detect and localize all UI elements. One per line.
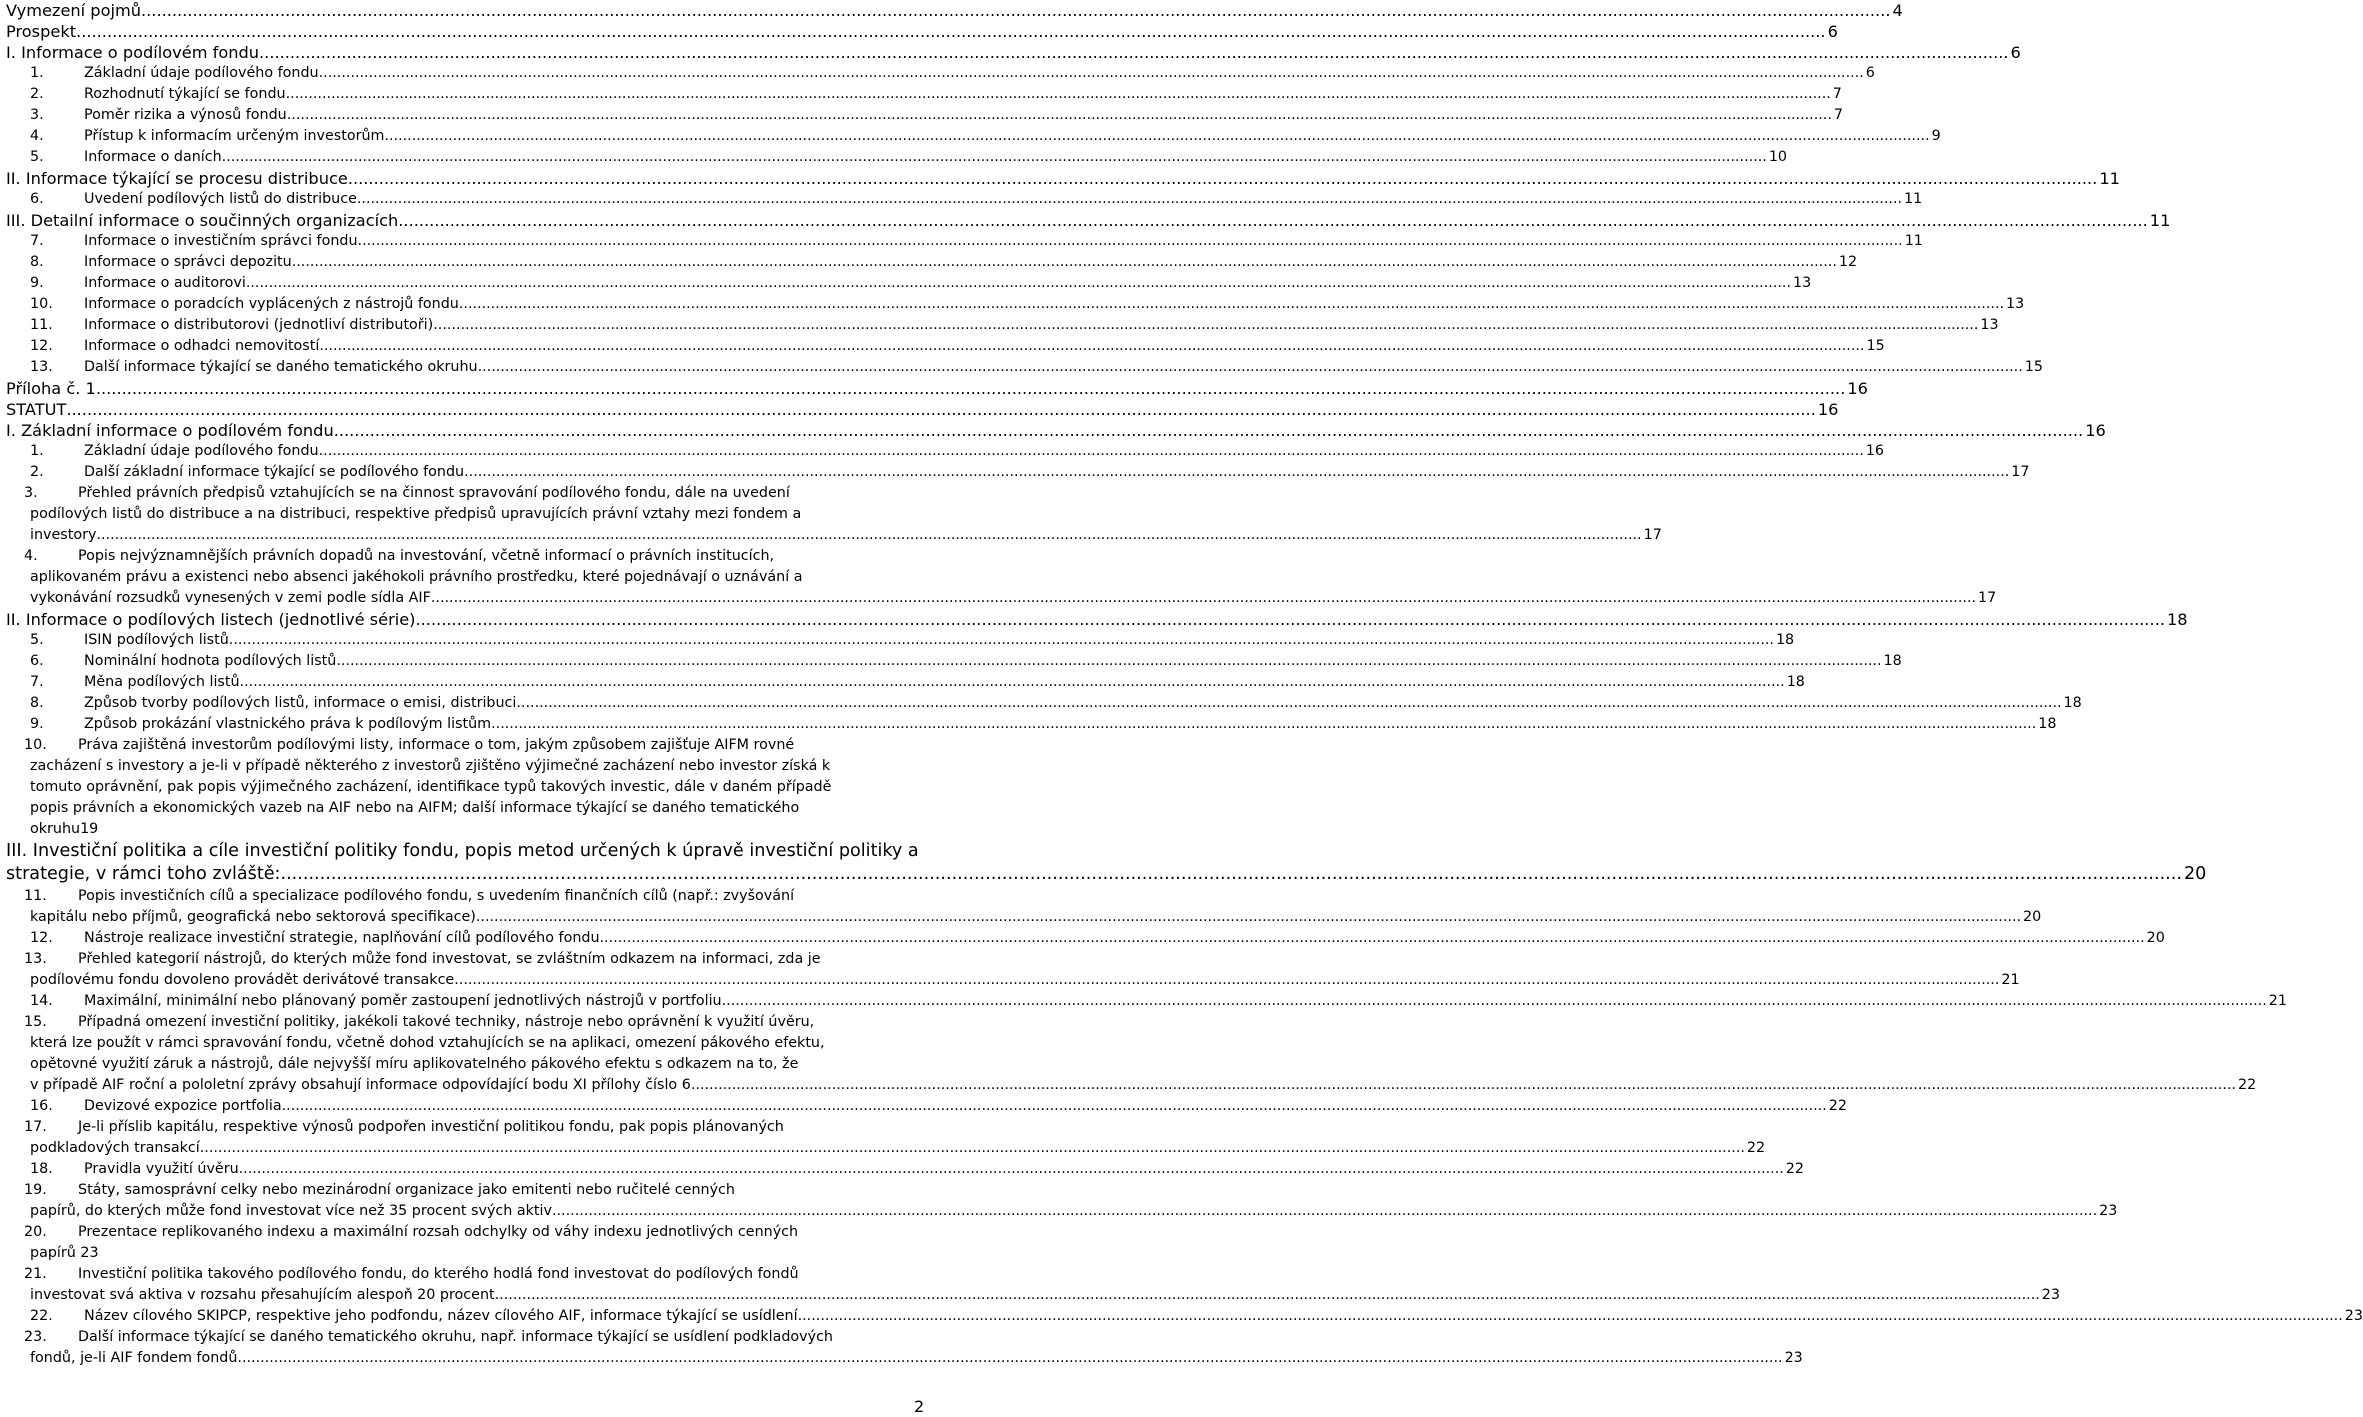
toc-entry-number: 10. <box>24 737 47 753</box>
toc-page-number: 21 <box>2268 993 2287 1009</box>
toc-entry-text: Investiční politika takového podílového fondu, do kterého hodlá fond investovat do podílových fondů <box>78 1266 799 1282</box>
toc-page-number: 16 <box>2085 421 2106 440</box>
toc-page-number: 6 <box>1827 22 1838 41</box>
toc-page-number: 20 <box>2023 909 2042 925</box>
toc-entry-text: Informace o odhadci nemovitostí <box>84 338 320 354</box>
toc-entry-text: popis právních a ekonomických vazeb na AIF nebo na AIFM; další informace týkající se daného tematického <box>30 800 800 816</box>
toc-entry-last-line <box>0 1243 960 1264</box>
toc-entry-text: podílových listů do distribuce a na distribuci, respektive předpisů upravujících právní vztahy mezi fondem a <box>30 506 802 522</box>
toc-leader-dots <box>600 928 2145 949</box>
toc-entry[interactable] <box>0 441 1884 462</box>
toc-entry-text: která lze použít v rámci spravování fondu, včetně dohod vztahujících se na aplikaci, omezení pákového efektu, <box>30 1035 825 1051</box>
toc-page-number: 23 <box>1784 1350 1803 1366</box>
toc-leader-dots <box>141 0 1890 21</box>
toc-entry-text: Přehled kategorií nástrojů, do kterých může fond investovat, se zvláštním odkazem na informaci, zda je <box>78 951 821 967</box>
toc-entry-number: 4. <box>30 128 44 144</box>
toc-entry-text: Příloha č. 1 <box>6 379 96 398</box>
toc-entry[interactable] <box>0 0 1903 21</box>
toc-entry-text: investovat svá aktiva v rozsahu přesahujícím alespoň 20 procent <box>30 1287 495 1303</box>
toc-page-number: 6 <box>1865 65 1875 81</box>
toc-entry[interactable] <box>0 714 2057 735</box>
toc-entry[interactable] <box>0 84 1842 105</box>
toc-leader-dots <box>237 1348 1782 1369</box>
toc-entry-line <box>0 1012 960 1033</box>
toc-page-number: 16 <box>1865 443 1884 459</box>
toc-entry[interactable] <box>0 672 1805 693</box>
toc-entry-number: 6. <box>30 653 44 669</box>
toc-entry[interactable] <box>0 609 2188 630</box>
toc-leader-dots <box>66 399 1815 420</box>
toc-section-heading[interactable] <box>0 840 2207 886</box>
toc-leader-dots <box>358 231 1903 252</box>
toc-leader-dots <box>516 693 2061 714</box>
toc-leader-dots <box>259 42 2008 63</box>
toc-page-number: 13 <box>1980 317 1999 333</box>
toc-page-number: 16 <box>1847 379 1868 398</box>
toc-entry-text: Základní údaje podílového fondu <box>84 65 319 81</box>
toc-entry-number: 12. <box>30 338 53 354</box>
toc-leader-dots <box>433 315 1978 336</box>
toc-entry-number: 16. <box>30 1098 53 1114</box>
toc-entry-text: tomuto oprávnění, pak popis výjimečného zacházení, identifikace typů takových investic, dále v daném případě <box>30 779 832 795</box>
toc-leader-dots <box>691 1075 2236 1096</box>
toc-entry-text: v případě AIF roční a pololetní zprávy obsahují informace odpovídající bodu XI přílohy číslo 6 <box>30 1077 691 1093</box>
toc-entry-text: Přístup k informacím určeným investorům <box>84 128 385 144</box>
toc-entry-number: 9. <box>30 716 44 732</box>
toc-leader-dots <box>222 147 1767 168</box>
toc-entry-line <box>0 756 960 777</box>
toc-entry[interactable] <box>0 147 1788 168</box>
toc-entry-text: Informace o investičním správci fondu <box>84 233 358 249</box>
toc-entry-number: 5. <box>30 632 44 648</box>
toc-entry-text: Práva zajištěná investorům podílovými listy, informace o tom, jakým způsobem zajišťuje AIFM rovné <box>78 737 795 753</box>
toc-entry[interactable] <box>0 1159 1804 1180</box>
toc-page-number: 12 <box>1838 254 1858 270</box>
toc-leader-dots <box>286 84 1831 105</box>
toc-entry-text: Další informace týkající se daného tematického okruhu <box>84 359 478 375</box>
toc-entry-text: zacházení s investory a je-li v případě některého z investorů zjištěno výjimečné zacházení nebo investor získá k <box>30 758 831 774</box>
toc-entry-number: 11. <box>24 888 47 904</box>
toc-entry-line <box>0 798 960 819</box>
toc-entry[interactable] <box>0 252 1858 273</box>
toc-leader-dots <box>454 970 1999 991</box>
toc-entry-number: 2. <box>30 86 44 102</box>
toc-entry-line <box>0 1327 960 1348</box>
toc-entry-last-line <box>0 588 1997 609</box>
toc-entry[interactable] <box>0 399 1839 420</box>
toc-leader-dots <box>552 1201 2097 1222</box>
toc-entry-text: vykonávání rozsudků vynesených v zemi podle sídla AIF <box>30 590 431 606</box>
toc-page-number: 7 <box>1833 107 1843 123</box>
toc-leader-dots <box>200 1138 1745 1159</box>
toc-leader-dots <box>348 168 2097 189</box>
toc-entry[interactable] <box>0 462 2030 483</box>
toc-entry-number: 4. <box>24 548 38 564</box>
toc-page-number: 4 <box>1892 1 1903 20</box>
toc-entry-text: I. Základní informace o podílovém fondu <box>6 421 334 440</box>
toc-entry-line <box>0 886 960 907</box>
toc-page-number: 21 <box>2001 972 2020 988</box>
toc-leader-dots <box>292 252 1837 273</box>
toc-entry-number: 10. <box>30 296 53 312</box>
toc-entry-last-line <box>0 907 2042 928</box>
toc-page-number: 20 <box>2146 930 2165 946</box>
toc-entry[interactable] <box>0 1096 1847 1117</box>
toc-page-number: 22 <box>2237 1077 2257 1093</box>
toc-entry-line <box>0 504 960 525</box>
toc-entry-text: STATUT <box>6 400 67 419</box>
toc-entry-text: Informace o auditorovi <box>84 275 246 291</box>
toc-entry-last-line <box>0 863 2207 886</box>
toc-entry-number: 18. <box>30 1161 53 1177</box>
toc-page-number: 13 <box>2006 296 2025 312</box>
toc-entry-text: Způsob prokázání vlastnického práva k podílovým listům <box>84 716 492 732</box>
toc-page-number: 18 <box>2167 610 2188 629</box>
toc-entry-text: Název cílového SKIPCP, respektive jeho podfondu, název cílového AIF, informace týkající se usídlení <box>84 1308 798 1324</box>
toc-leader-dots <box>384 126 1929 147</box>
toc-entry-number: 3. <box>30 107 44 123</box>
toc-leader-dots <box>246 273 1791 294</box>
toc-entry[interactable] <box>0 63 1875 84</box>
toc-entry[interactable] <box>0 315 1999 336</box>
toc-page-number: 18 <box>2063 695 2082 711</box>
toc-entry[interactable] <box>0 693 2082 714</box>
toc-entry-number: 1. <box>30 443 44 459</box>
toc-entry-text: podílovému fondu dovoleno provádět derivátové transakce <box>30 972 455 988</box>
toc-page-number: 11 <box>1904 233 1923 249</box>
toc-entry-text: papírů, do kterých může fond investovat více než 35 procent svých aktiv <box>30 1203 552 1219</box>
toc-page-number: 23 <box>2099 1203 2118 1219</box>
toc-leader-dots <box>431 588 1976 609</box>
toc-entry-number: 7. <box>30 233 44 249</box>
toc-entry-text: ISIN podílových listů <box>84 632 229 648</box>
toc-entry-text: Informace o poradcích vyplácených z nástrojů fondu <box>84 296 459 312</box>
toc-entry-text: Nominální hodnota podílových listů <box>84 653 337 669</box>
toc-entry-text: podkladových transakcí <box>30 1140 200 1156</box>
toc-page-number: 7 <box>1832 86 1842 102</box>
toc-entry-text: fondů, je-li AIF fondem fondů <box>30 1350 238 1366</box>
toc-entry-multiline[interactable] <box>0 546 1997 609</box>
toc-leader-dots <box>398 210 2147 231</box>
toc-leader-dots <box>495 1285 2040 1306</box>
toc-page-number: 18 <box>1883 653 1902 669</box>
toc-entry-text: Popis nejvýznamnějších právních dopadů na investování, včetně informací o právních institucích, <box>78 548 775 564</box>
toc-entry-text: Maximální, minimální nebo plánovaný poměr zastoupení jednotlivých nástrojů v portfoliu <box>84 993 722 1009</box>
toc-leader-dots <box>476 907 2021 928</box>
toc-leader-dots <box>96 378 1845 399</box>
toc-entry-text: Způsob tvorby podílových listů, informace o emisi, distribuci <box>84 695 517 711</box>
toc-entry-number: 15. <box>24 1014 47 1030</box>
toc-entry-line <box>0 735 960 756</box>
toc-entry-number: 5. <box>30 149 44 165</box>
toc-page-number: 23 <box>2041 1287 2060 1303</box>
toc-entry-text: kapitálu nebo příjmů, geografická nebo sektorová specifikace) <box>30 909 476 925</box>
toc-entry-last-line <box>0 970 2020 991</box>
toc-entry-multiline[interactable] <box>0 1264 2060 1306</box>
toc-entry-number: 23. <box>24 1329 47 1345</box>
toc-entry[interactable] <box>0 991 2287 1012</box>
toc-entry-line <box>0 1054 960 1075</box>
toc-entry-text: Prospekt <box>6 22 77 41</box>
toc-page-number: 16 <box>1817 400 1839 419</box>
toc-page-number: 6 <box>2010 43 2021 62</box>
toc-entry-last-line <box>0 1075 2257 1096</box>
toc-leader-dots <box>334 420 2083 441</box>
toc-entry-last-line <box>0 1285 2060 1306</box>
toc-entry[interactable] <box>0 357 2043 378</box>
toc-entry[interactable] <box>0 105 1843 126</box>
toc-entry-number: 17. <box>24 1119 47 1135</box>
toc-entry[interactable] <box>0 231 1923 252</box>
toc-leader-dots <box>240 672 1785 693</box>
toc-leader-dots <box>229 630 1774 651</box>
toc-entry[interactable] <box>0 210 2171 231</box>
toc-entry-multiline[interactable] <box>0 1012 2257 1096</box>
toc-entry[interactable] <box>0 42 2021 63</box>
toc-entry-text: Je-li příslib kapitálu, respektive výnosů podpořen investiční politikou fondu, pak popis plánovaných <box>78 1119 784 1135</box>
toc-entry-text: papírů 23 <box>30 1245 99 1261</box>
toc-entry-number: 8. <box>30 254 44 270</box>
toc-leader-dots <box>336 651 1881 672</box>
toc-entry-line <box>0 1180 960 1201</box>
toc-entry-line: III. Investiční politika a cíle investiční politiky fondu, popis metod určených k úpravě investiční politiky a <box>6 841 919 861</box>
toc-page-number: 9 <box>1931 128 1941 144</box>
toc-entry-text: Další základní informace týkající se podílového fondu <box>84 464 465 480</box>
toc-entry-number: 2. <box>30 464 44 480</box>
toc-entry-number: 22. <box>30 1308 53 1324</box>
toc-entry-number: 3. <box>24 485 38 501</box>
toc-leader-dots <box>287 105 1832 126</box>
toc-entry[interactable] <box>0 21 1838 42</box>
toc-page-number: 18 <box>1775 632 1795 648</box>
toc-entry-text: Případná omezení investiční politiky, jakékoli takové techniky, nástroje nebo oprávnění k využití úvěru, <box>78 1014 815 1030</box>
toc-page-number: 22 <box>1746 1140 1766 1156</box>
toc-entry-text: Vymezení pojmů <box>6 1 142 20</box>
toc-entry-last-line <box>0 525 1662 546</box>
toc-entry-number: 19. <box>24 1182 47 1198</box>
toc-entry-text: Prezentace replikovaného indexu a maximální rozsah odchylky od váhy indexu jednotlivých cenných <box>78 1224 799 1240</box>
toc-entry-text: Základní údaje podílového fondu <box>84 443 319 459</box>
toc-entry-number: 6. <box>30 191 44 207</box>
toc-leader-dots <box>722 991 2267 1012</box>
toc-entry-last-line <box>0 1201 2118 1222</box>
toc-entry-line <box>0 1033 960 1054</box>
toc-entry-number: 7. <box>30 674 44 690</box>
toc-leader-dots <box>357 189 1902 210</box>
toc-entry-multiline[interactable] <box>0 483 1662 546</box>
toc-page-number: 20 <box>2183 864 2207 884</box>
toc-entry[interactable] <box>0 1306 2363 1327</box>
toc-entry-text: Další informace týkající se daného tematického okruhu, např. informace týkající se usídlení podkladových <box>78 1329 833 1345</box>
toc-entry-number: 9. <box>30 275 44 291</box>
toc-entry-line <box>0 546 960 567</box>
toc-entry-text: Uvedení podílových listů do distribuce <box>84 191 357 207</box>
toc-leader-dots <box>319 336 1864 357</box>
toc-entry-text: Informace o správci depozitu <box>84 254 292 270</box>
toc-leader-dots <box>96 525 1641 546</box>
toc-entry-multiline[interactable] <box>0 1180 2118 1222</box>
toc-entry[interactable] <box>0 126 1941 147</box>
toc-entry-line <box>0 949 960 970</box>
toc-entry-text: II. Informace týkající se procesu distribuce <box>6 169 348 188</box>
toc-page-number: 17 <box>2011 464 2030 480</box>
toc-entry-multiline[interactable] <box>0 949 2020 991</box>
toc-page-number: 15 <box>2024 359 2043 375</box>
toc-entry-text: opětovné využití záruk a nástrojů, dále nejvyšší míru aplikovatelného pákového efektu s odkazem na to, že <box>30 1056 799 1072</box>
toc-entry-text: Pravidla využití úvěru <box>84 1161 239 1177</box>
toc-entry-text: Informace o daních <box>84 149 222 165</box>
toc-entry-number: 20. <box>24 1224 47 1240</box>
toc-entry-text: II. Informace o podílových listech (jednotlivé série) <box>6 610 416 629</box>
toc-entry-number: 11. <box>30 317 53 333</box>
toc-leader-dots <box>464 462 2009 483</box>
toc-entry-text: Devizové expozice portfolia <box>84 1098 282 1114</box>
toc-page-number: 11 <box>1904 191 1923 207</box>
toc-entry-number: 12. <box>30 930 53 946</box>
toc-entry-multiline[interactable] <box>0 1222 960 1264</box>
toc-entry[interactable] <box>0 630 1795 651</box>
toc-leader-dots <box>798 1306 2343 1327</box>
toc-entry[interactable] <box>0 420 2106 441</box>
toc-entry-text: Rozhodnutí týkající se fondu <box>84 86 286 102</box>
toc-entry-text: aplikovaném právu a existenci nebo absenci jakéhokoli právního prostředku, které pojednávají o uznávání a <box>30 569 803 585</box>
page-number: 2 <box>914 1397 925 1416</box>
toc-entry-text: investory <box>30 527 97 543</box>
toc-leader-dots <box>282 1096 1827 1117</box>
toc-page-number: 11 <box>2149 211 2171 230</box>
toc-entry-line <box>0 1264 960 1285</box>
toc-entry-text: Přehled právních předpisů vztahujících se na činnost spravování podílového fondu, dále na uvedení <box>78 485 790 501</box>
toc-entry[interactable] <box>0 294 2025 315</box>
toc-entry[interactable] <box>0 189 1923 210</box>
toc-entry-text: strategie, v rámci toho zvláště: <box>6 864 281 884</box>
toc-entry[interactable] <box>0 168 2120 189</box>
toc-entry-number: 8. <box>30 695 44 711</box>
toc-page-number: 18 <box>2038 716 2057 732</box>
toc-entry-text: Nástroje realizace investiční strategie, naplňování cílů podílového fondu <box>84 930 600 946</box>
toc-entry-number: 21. <box>24 1266 47 1282</box>
toc-page-number: 22 <box>1785 1161 1804 1177</box>
toc-entry-line <box>0 777 960 798</box>
toc-page-number: 23 <box>2344 1308 2363 1324</box>
toc-entry[interactable] <box>0 378 1868 399</box>
toc-entry-text: Měna podílových listů <box>84 674 240 690</box>
toc-entry-text: Informace o distributorovi (jednotliví distributoři) <box>84 317 434 333</box>
toc-entry-line <box>0 1222 960 1243</box>
toc-entry-number: 13. <box>30 359 53 375</box>
toc-entry-multiline[interactable] <box>0 886 2042 928</box>
toc-page-number: 17 <box>1978 590 1997 606</box>
toc-leader-dots <box>459 294 2004 315</box>
toc-page-number: 22 <box>1828 1098 1847 1114</box>
toc-leader-dots <box>319 441 1864 462</box>
toc-entry-line <box>0 1117 960 1138</box>
toc-entry-number: 1. <box>30 65 44 81</box>
toc-entry-text: Popis investičních cílů a specializace podílového fondu, s uvedením finančních cílů (např.: zvyšování <box>78 888 795 904</box>
toc-entry-last-line <box>0 819 960 840</box>
toc-entry-text: Poměr rizika a výnosů fondu <box>84 107 287 123</box>
toc-entry-text: okruhu19 <box>30 821 99 837</box>
toc-leader-dots <box>319 63 1864 84</box>
toc-entry-line <box>0 483 960 504</box>
toc-leader-dots <box>76 21 1825 42</box>
toc-entry[interactable] <box>0 651 1902 672</box>
toc-entry-text: III. Detailní informace o součinných organizacích <box>6 211 399 230</box>
toc-leader-dots <box>280 863 2181 886</box>
toc-leader-dots <box>239 1159 1784 1180</box>
toc-entry-line <box>0 567 960 588</box>
toc-entry[interactable] <box>0 273 1812 294</box>
toc-leader-dots <box>478 357 2023 378</box>
toc-entry-multiline[interactable] <box>0 735 960 840</box>
toc-entry-text: Státy, samosprávní celky nebo mezinárodní organizace jako emitenti nebo ručitelé cenných <box>78 1182 735 1198</box>
toc-page-number: 18 <box>1786 674 1805 690</box>
toc-entry-text: I. Informace o podílovém fondu <box>6 43 260 62</box>
toc-entry-multiline[interactable] <box>0 1327 1803 1369</box>
toc-entry-last-line <box>0 1138 1766 1159</box>
toc-page-number: 13 <box>1793 275 1812 291</box>
toc-entry-last-line <box>0 1348 1803 1369</box>
toc-entry-number: 14. <box>30 993 53 1009</box>
toc-page-number: 11 <box>2099 169 2120 188</box>
toc-page-number: 10 <box>1768 149 1788 165</box>
toc-entry-multiline[interactable] <box>0 1117 1766 1159</box>
toc-leader-dots <box>416 609 2165 630</box>
toc-page-number: 15 <box>1866 338 1885 354</box>
toc-entry[interactable] <box>0 928 2165 949</box>
toc-leader-dots <box>491 714 2036 735</box>
toc-entry-number: 13. <box>24 951 47 967</box>
toc-entry[interactable] <box>0 336 1885 357</box>
toc-page-number: 17 <box>1643 527 1662 543</box>
